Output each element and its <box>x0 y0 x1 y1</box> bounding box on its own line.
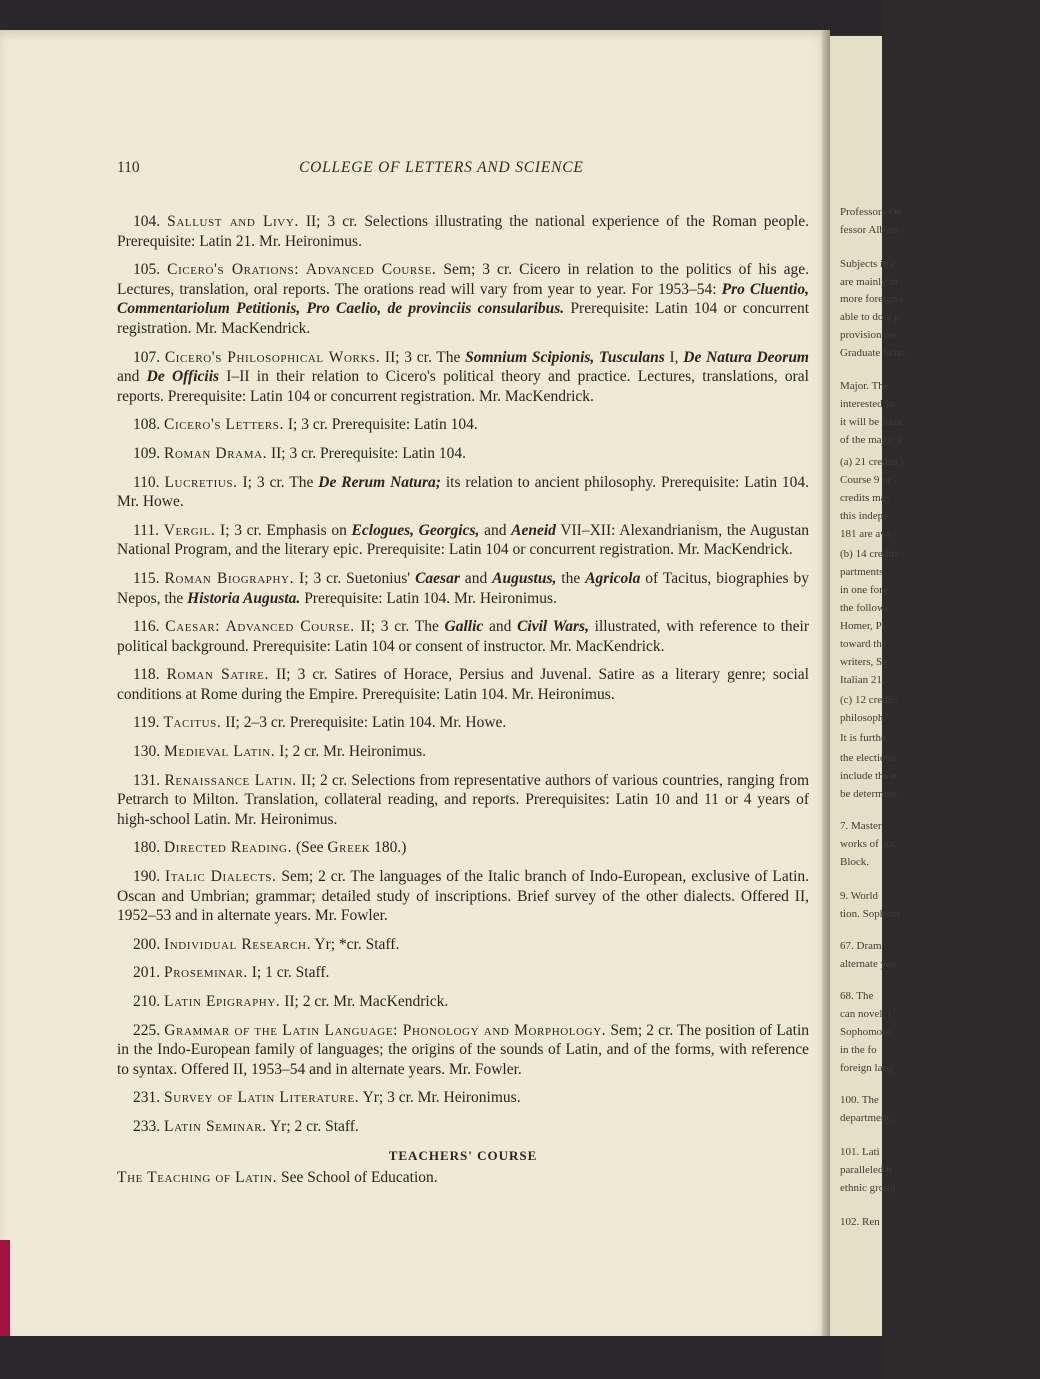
course-title: Individual Research. <box>164 935 312 953</box>
course-description: Prerequisite: Latin 104. Mr. Heironimus. <box>300 589 557 607</box>
italic-work-title: De Rerum Natura; <box>318 473 441 491</box>
course-title: Italic Dialects. <box>165 868 277 886</box>
course-description: Yr; 2 cr. Staff. <box>266 1117 359 1135</box>
course-entry <box>117 963 809 983</box>
course-title: Proseminar. <box>164 964 248 982</box>
cross-reference: Greek <box>327 839 371 857</box>
italic-work-title: Civil Wars, <box>517 618 589 636</box>
course-description: Sem; 2 cr. The languages of the Italic branch of Indo-European, exclusive of Latin. Oscan and Umbrian; grammar; detailed study of inscriptions. Brief survey of the other dialects. Offered II, 1952–53 and in alternate years. Mr. Fowler. <box>117 868 810 925</box>
course-description: II; 3 cr. Satires of Horace, Persius and Juvenal. Satire as a literary genre; social conditions at Rome during the Empire. Prerequisite: Latin 104. Mr. Heironimus. <box>117 666 809 703</box>
course-description: Sem; 2 cr. The position of Latin in the Indo-European family of languages; the origins of the sounds of Latin, and of the forms, with reference to syntax. Offered II, 1953–54 and in alternate years. Mr. Fowler. <box>117 1021 810 1078</box>
course-number: 201. <box>133 964 161 982</box>
adjacent-page-fragment: Homer, Pl <box>840 620 885 632</box>
course-number: 119. <box>133 714 160 732</box>
course-description: II; 2–3 cr. Prerequisite: Latin 104. Mr. Howe. <box>221 714 507 732</box>
adjacent-page-fragment: 102. Ren <box>840 1216 880 1228</box>
course-entry <box>117 665 809 704</box>
italic-work-title: De Natura Deorum <box>683 348 809 366</box>
adjacent-page-fragment: foreign lang <box>840 1062 894 1074</box>
course-title: Roman Satire. <box>166 666 269 684</box>
course-title: Grammar of the Latin Language: Phonology and Morphology. <box>164 1021 607 1039</box>
adjacent-page-fragment: tion. Sophom <box>840 908 900 920</box>
adjacent-page-fragment: 7. Master <box>840 820 882 832</box>
course-description: (See <box>292 839 328 857</box>
adjacent-page-fragment: fessor Albers <box>840 224 898 236</box>
adjacent-page-fragment: are mainly in <box>840 276 899 288</box>
course-title: Cicero's Philosophical Works. <box>164 348 381 366</box>
course-number: 109. <box>133 444 161 462</box>
course-title: Cicero's Letters. <box>164 416 284 434</box>
italic-work-title: De Officiis <box>146 368 220 386</box>
course-description: 180.) <box>370 839 407 857</box>
course-description: Prerequisite: Latin 104 or concurrent registration. Mr. MacKendrick. <box>117 300 810 337</box>
course-description: and <box>479 521 512 539</box>
course-number: 105. <box>133 261 161 279</box>
course-number: 115. <box>133 569 160 587</box>
adjacent-page-fragment: partments, <box>840 566 887 578</box>
course-entry <box>117 713 809 733</box>
adjacent-page-fragment: Professors Ov <box>840 206 903 218</box>
course-description: and <box>117 368 147 386</box>
adjacent-page-fragment: toward the <box>840 638 887 650</box>
course-list <box>117 212 809 1197</box>
adjacent-page-fragment: more foreign l <box>840 293 903 305</box>
adjacent-page-fragment: (b) 14 credits <box>840 548 899 560</box>
course-description: VII–XII: Alexandrianism, the Augustan National Program, and the literary epic. Prerequisite: Latin 104 or concurrent registration. Mr. MacKendrick. <box>117 521 810 559</box>
adjacent-page-fragment: 67. Dram <box>840 940 882 952</box>
course-number: 130. <box>133 743 161 761</box>
course-entry <box>117 569 809 608</box>
adjacent-page-fragment: the elections <box>840 752 896 764</box>
course-entry <box>117 473 809 512</box>
course-description: I; 1 cr. Staff. <box>247 964 330 982</box>
italic-work-title: Pro Cluentio, Commentariolum Petitionis, Pro Caelio, de provinciis consularibus. <box>117 280 810 318</box>
course-number: 231. <box>133 1089 161 1107</box>
course-title: Latin Epigraphy. <box>164 993 281 1010</box>
course-description: II; 3 cr. The <box>354 618 445 636</box>
italic-work-title: Historia Augusta. <box>187 589 301 607</box>
teachers-course-heading: TEACHERS' COURSE <box>388 1147 538 1163</box>
adjacent-page-fragment: 9. World <box>840 890 879 902</box>
adjacent-page-fragment: in the fo <box>840 1044 877 1056</box>
course-entry <box>117 260 809 338</box>
course-entry <box>117 1021 809 1080</box>
adjacent-page-fragment: be determine <box>840 788 898 800</box>
course-entry <box>117 1117 809 1137</box>
course-number: 180. <box>133 839 161 857</box>
adjacent-page-fragment: the followi <box>840 602 888 614</box>
italic-work-title: Caesar <box>415 569 460 587</box>
book-cover-edge <box>0 1240 10 1340</box>
course-number: 110. <box>133 473 160 491</box>
italic-work-title: Somnium Scipionis, Tusculans <box>465 348 665 366</box>
scan-border-top <box>0 0 882 34</box>
course-description: II; 2 cr. Mr. MacKendrick. <box>280 993 449 1010</box>
course-number: 131. <box>133 771 161 789</box>
course-entry <box>117 617 809 656</box>
italic-work-title: Gallic <box>444 618 484 636</box>
adjacent-page-fragment: works of anc <box>840 838 897 850</box>
adjacent-page-fragment: Graduate Scho <box>840 347 906 359</box>
adjacent-page-fragment: philosoph <box>840 712 884 724</box>
course-entry <box>117 771 809 830</box>
adjacent-page-fragment: department. <box>840 1112 893 1124</box>
course-description: and <box>483 618 518 636</box>
course-number: 111. <box>133 521 159 539</box>
course-number: 210. <box>133 993 161 1010</box>
course-title: Renaissance Latin. <box>164 771 297 789</box>
adjacent-page-fragment: paralleled b <box>840 1164 892 1176</box>
course-title: Latin Seminar. <box>164 1117 267 1135</box>
course-title: Lucretius. <box>164 473 238 491</box>
course-entry <box>117 521 809 560</box>
page-gutter <box>822 30 830 1340</box>
course-title: Tacitus. <box>163 714 222 732</box>
course-description: I; 3 cr. Prerequisite: Latin 104. <box>284 416 478 434</box>
adjacent-page-fragment: include the e <box>840 770 897 782</box>
adjacent-page-fragment: in one fore <box>840 584 888 596</box>
italic-work-title: Eclogues, Georgics, <box>351 521 480 539</box>
adjacent-page-fragment: Block. <box>840 856 870 868</box>
adjacent-page-fragment: it will be foun <box>840 416 903 428</box>
adjacent-page-fragment: (c) 12 credits <box>840 694 899 706</box>
course-number: 108. <box>133 416 161 434</box>
course-description: Yr; *cr. Staff. <box>311 935 400 953</box>
running-head: COLLEGE OF LETTERS AND SCIENCE <box>299 159 584 176</box>
adjacent-page-fragment: ethnic group <box>840 1182 896 1194</box>
course-entry <box>117 212 809 251</box>
adjacent-page-edge <box>830 36 906 1336</box>
page-number: 110 <box>117 159 140 176</box>
italic-work-title: Aeneid <box>511 521 556 539</box>
teachers-course-entry <box>117 1168 809 1188</box>
course-title: Sallust and Livy. <box>167 213 299 230</box>
course-number: 118. <box>133 666 160 684</box>
italic-work-title: Augustus, <box>492 569 557 587</box>
adjacent-page-fragment: Italian 21, <box>840 674 885 686</box>
course-description: II; 2 cr. Selections from representative authors of various countries, ranging from Petrarch to Milton. Translation, collateral reading, and reports. Prerequisites: Latin 10 and 11 or 4 years of high-school Latin. Mr. Heironimus. <box>117 771 809 828</box>
course-number: 190. <box>133 868 161 886</box>
course-title: Vergil. <box>163 521 216 539</box>
course-entry <box>117 992 809 1012</box>
course-description: I; 3 cr. Emphasis on <box>215 521 352 539</box>
course-entry <box>117 348 809 407</box>
course-entry <box>117 838 809 858</box>
course-number: 116. <box>133 618 160 636</box>
adjacent-page-fragment: Sophomore <box>840 1026 891 1038</box>
course-number: 225. <box>133 1021 161 1039</box>
adjacent-page-fragment: alternate yea <box>840 958 896 970</box>
course-entry <box>117 935 809 955</box>
adjacent-page-fragment: It is furthe <box>840 732 886 744</box>
page-header <box>117 159 817 181</box>
course-description: I, <box>664 348 684 366</box>
adjacent-page-fragment: Subjects in c <box>840 258 897 270</box>
adjacent-page-fragment: 101. Lati <box>840 1146 880 1158</box>
course-title: Cicero's Orations: Advanced Course. <box>167 261 437 279</box>
course-number: 200. <box>133 935 161 953</box>
course-title: Directed Reading. <box>164 839 293 857</box>
adjacent-page-fragment: interested in <box>840 398 895 410</box>
course-entry <box>117 444 809 464</box>
course-entry <box>117 1088 809 1108</box>
adjacent-page-fragment: provision for <box>840 329 898 341</box>
italic-work-title: Agricola <box>585 569 641 587</box>
adjacent-page-fragment: this indepe <box>840 510 888 522</box>
adjacent-page-fragment: of the major a <box>840 434 902 446</box>
course-description: and <box>459 569 493 587</box>
course-description: Yr; 3 cr. Mr. Heironimus. <box>359 1089 521 1107</box>
adjacent-page-fragment: 100. The <box>840 1094 879 1106</box>
course-title: Medieval Latin. <box>164 743 276 761</box>
course-entry <box>117 742 809 762</box>
course-title: Roman Biography. <box>164 569 295 587</box>
course-description: its relation to ancient philosophy. Prerequisite: Latin 104. Mr. Howe. <box>117 473 809 511</box>
adjacent-page-fragment: Major. The <box>840 380 889 392</box>
adjacent-page-fragment: 181 are ava <box>840 528 891 540</box>
adjacent-page-fragment: 68. The <box>840 990 874 1002</box>
course-title: Survey of Latin Literature. <box>164 1089 360 1107</box>
course-description: II; 3 cr. Selections illustrating the national experience of the Roman people. Prerequisite: Latin 21. Mr. Heironimus. <box>117 213 810 250</box>
course-entry <box>117 415 809 435</box>
course-description: illustrated, with reference to their political background. Prerequisite: Latin 104 or consent of instructor. Mr. MacKendrick. <box>117 618 809 655</box>
adjacent-page-fragment: Course 9 or <box>840 474 892 486</box>
course-number: 107. <box>133 348 161 366</box>
course-number: 233. <box>133 1117 161 1135</box>
adjacent-page-fragment: can novel, l <box>840 1008 892 1020</box>
adjacent-page-fragment: able to do a p <box>840 311 900 323</box>
course-description: of Tacitus, biographies by Nepos, the <box>117 569 809 607</box>
course-title: Roman Drama. <box>164 444 268 462</box>
course-description: II; 3 cr. The <box>380 348 466 366</box>
course-description: the <box>556 569 586 587</box>
course-number: 104. <box>133 213 161 230</box>
adjacent-page-fragment: (a) 21 credits i <box>840 456 904 468</box>
course-title: Caesar: Advanced Course. <box>165 618 355 636</box>
course-description: I; 3 cr. The <box>237 473 319 491</box>
adjacent-page-fragment: credits may <box>840 492 892 504</box>
course-description: See School of Education. <box>277 1169 438 1187</box>
course-description: I–II in their relation to Cicero's political theory and practice. Lectures, translations, oral reports. Prerequisite: Latin 104 or concurrent registration. Mr. MacKendrick. <box>117 368 809 405</box>
adjacent-page-fragment: writers, Sa <box>840 656 888 668</box>
scan-border-bottom <box>0 1336 882 1379</box>
course-description: I; 3 cr. Suetonius' <box>294 569 416 587</box>
course-description: Sem; 3 cr. Cicero in relation to the politics of his age. Lectures, translation, oral reports. The orations read will vary from year to year. For 1953–54: <box>117 261 810 298</box>
course-entry <box>117 867 809 926</box>
course-description: II; 3 cr. Prerequisite: Latin 104. <box>267 444 466 462</box>
course-title: The Teaching of Latin. <box>117 1169 278 1187</box>
course-description: I; 2 cr. Mr. Heironimus. <box>275 743 426 761</box>
